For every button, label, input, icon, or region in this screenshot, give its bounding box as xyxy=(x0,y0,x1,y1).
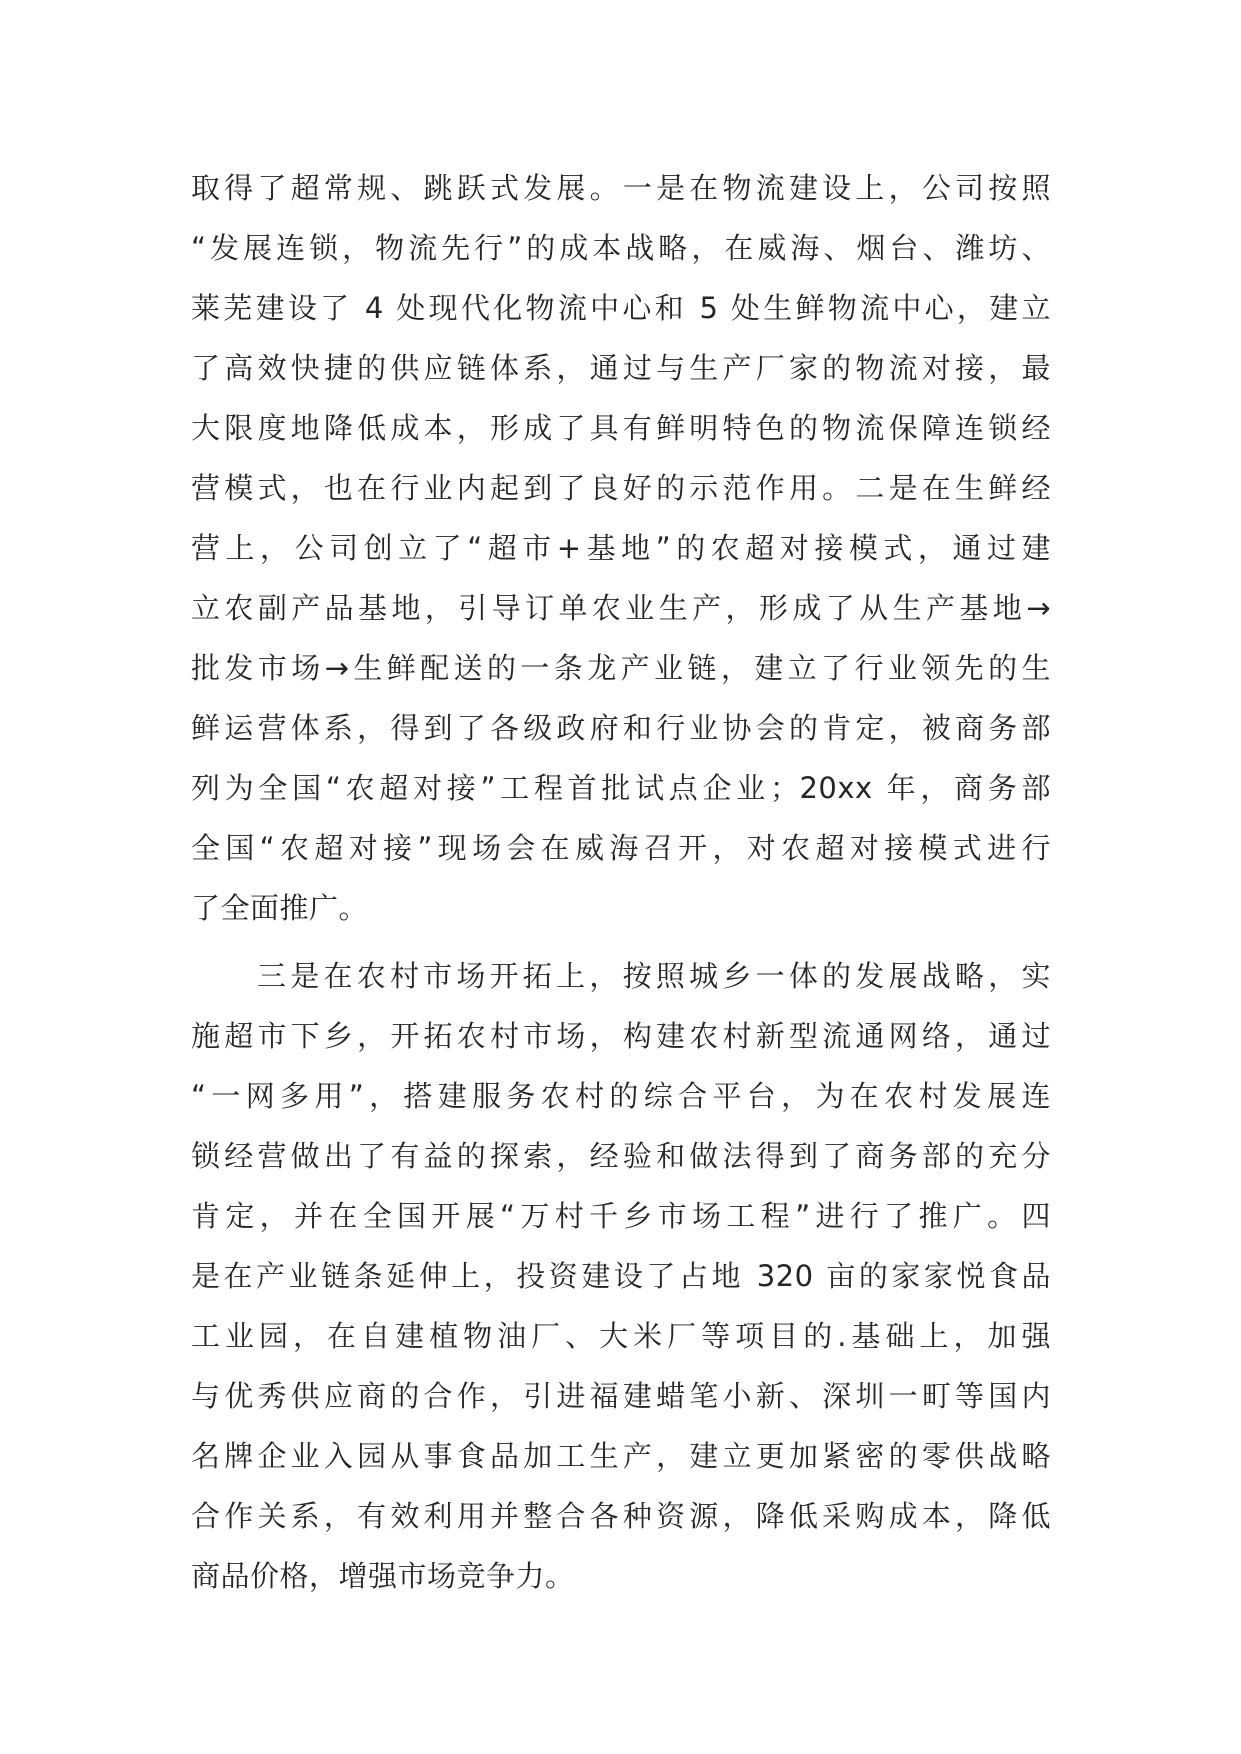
paragraph-spacing xyxy=(191,938,1051,946)
document-body xyxy=(191,158,1051,1606)
paragraph-line: 商品价格，增强市场竞争力。 xyxy=(191,1559,575,1593)
paragraph-line: 营上，公司创立了“超市+基地”的农超对接模式，通过建 xyxy=(191,531,1051,565)
paragraph-line: 施超市下乡，开拓农村市场，构建农村新型流通网络，通过 xyxy=(191,1019,1051,1053)
paragraph-line: 了高效快捷的供应链体系，通过与生产厂家的物流对接，最 xyxy=(191,351,1051,385)
paragraph-line: 锁经营做出了有益的探索，经验和做法得到了商务部的充分 xyxy=(191,1139,1051,1173)
paragraph-line: 取得了超常规、跳跃式发展。一是在物流建设上，公司按照 xyxy=(191,171,1051,205)
paragraph-line: 工业园，在自建植物油厂、大米厂等项目的.基础上，加强 xyxy=(191,1319,1051,1353)
paragraph-line: 营模式，也在行业内起到了良好的示范作用。二是在生鲜经 xyxy=(191,471,1051,505)
paragraph-line: 莱芜建设了 4 处现代化物流中心和 5 处生鲜物流中心，建立 xyxy=(191,291,1051,325)
paragraph-line: 肯定，并在全国开展“万村千乡市场工程”进行了推广。四 xyxy=(191,1199,1051,1233)
paragraph-1 xyxy=(191,158,1051,938)
paragraph-line: 是在产业链条延伸上，投资建设了占地 320 亩的家家悦食品 xyxy=(191,1259,1051,1293)
paragraph-line: 全国“农超对接”现场会在威海召开，对农超对接模式进行 xyxy=(191,831,1051,865)
paragraph-line: 列为全国“农超对接”工程首批试点企业；20xx 年，商务部 xyxy=(191,771,1051,805)
paragraph-2 xyxy=(191,946,1051,1606)
paragraph-line: 三是在农村市场开拓上，按照城乡一体的发展战略，实 xyxy=(257,959,1051,993)
paragraph-line: 立农副产品基地，引导订单农业生产，形成了从生产基地→ xyxy=(191,591,1051,625)
paragraph-line: “发展连锁，物流先行”的成本战略，在威海、烟台、潍坊、 xyxy=(191,231,1051,265)
paragraph-line: 了全面推广。 xyxy=(191,891,369,925)
paragraph-line: 与优秀供应商的合作，引进福建蜡笔小新、深圳一町等国内 xyxy=(191,1379,1051,1413)
paragraph-line: 合作关系，有效利用并整合各种资源，降低采购成本，降低 xyxy=(191,1499,1051,1533)
paragraph-line: 鲜运营体系，得到了各级政府和行业协会的肯定，被商务部 xyxy=(191,711,1051,745)
paragraph-line: 名牌企业入园从事食品加工生产，建立更加紧密的零供战略 xyxy=(191,1439,1051,1473)
paragraph-line: “一网多用”，搭建服务农村的综合平台，为在农村发展连 xyxy=(191,1079,1051,1113)
paragraph-line: 大限度地降低成本，形成了具有鲜明特色的物流保障连锁经 xyxy=(191,411,1051,445)
paragraph-line: 批发市场→生鲜配送的一条龙产业链，建立了行业领先的生 xyxy=(191,651,1051,685)
